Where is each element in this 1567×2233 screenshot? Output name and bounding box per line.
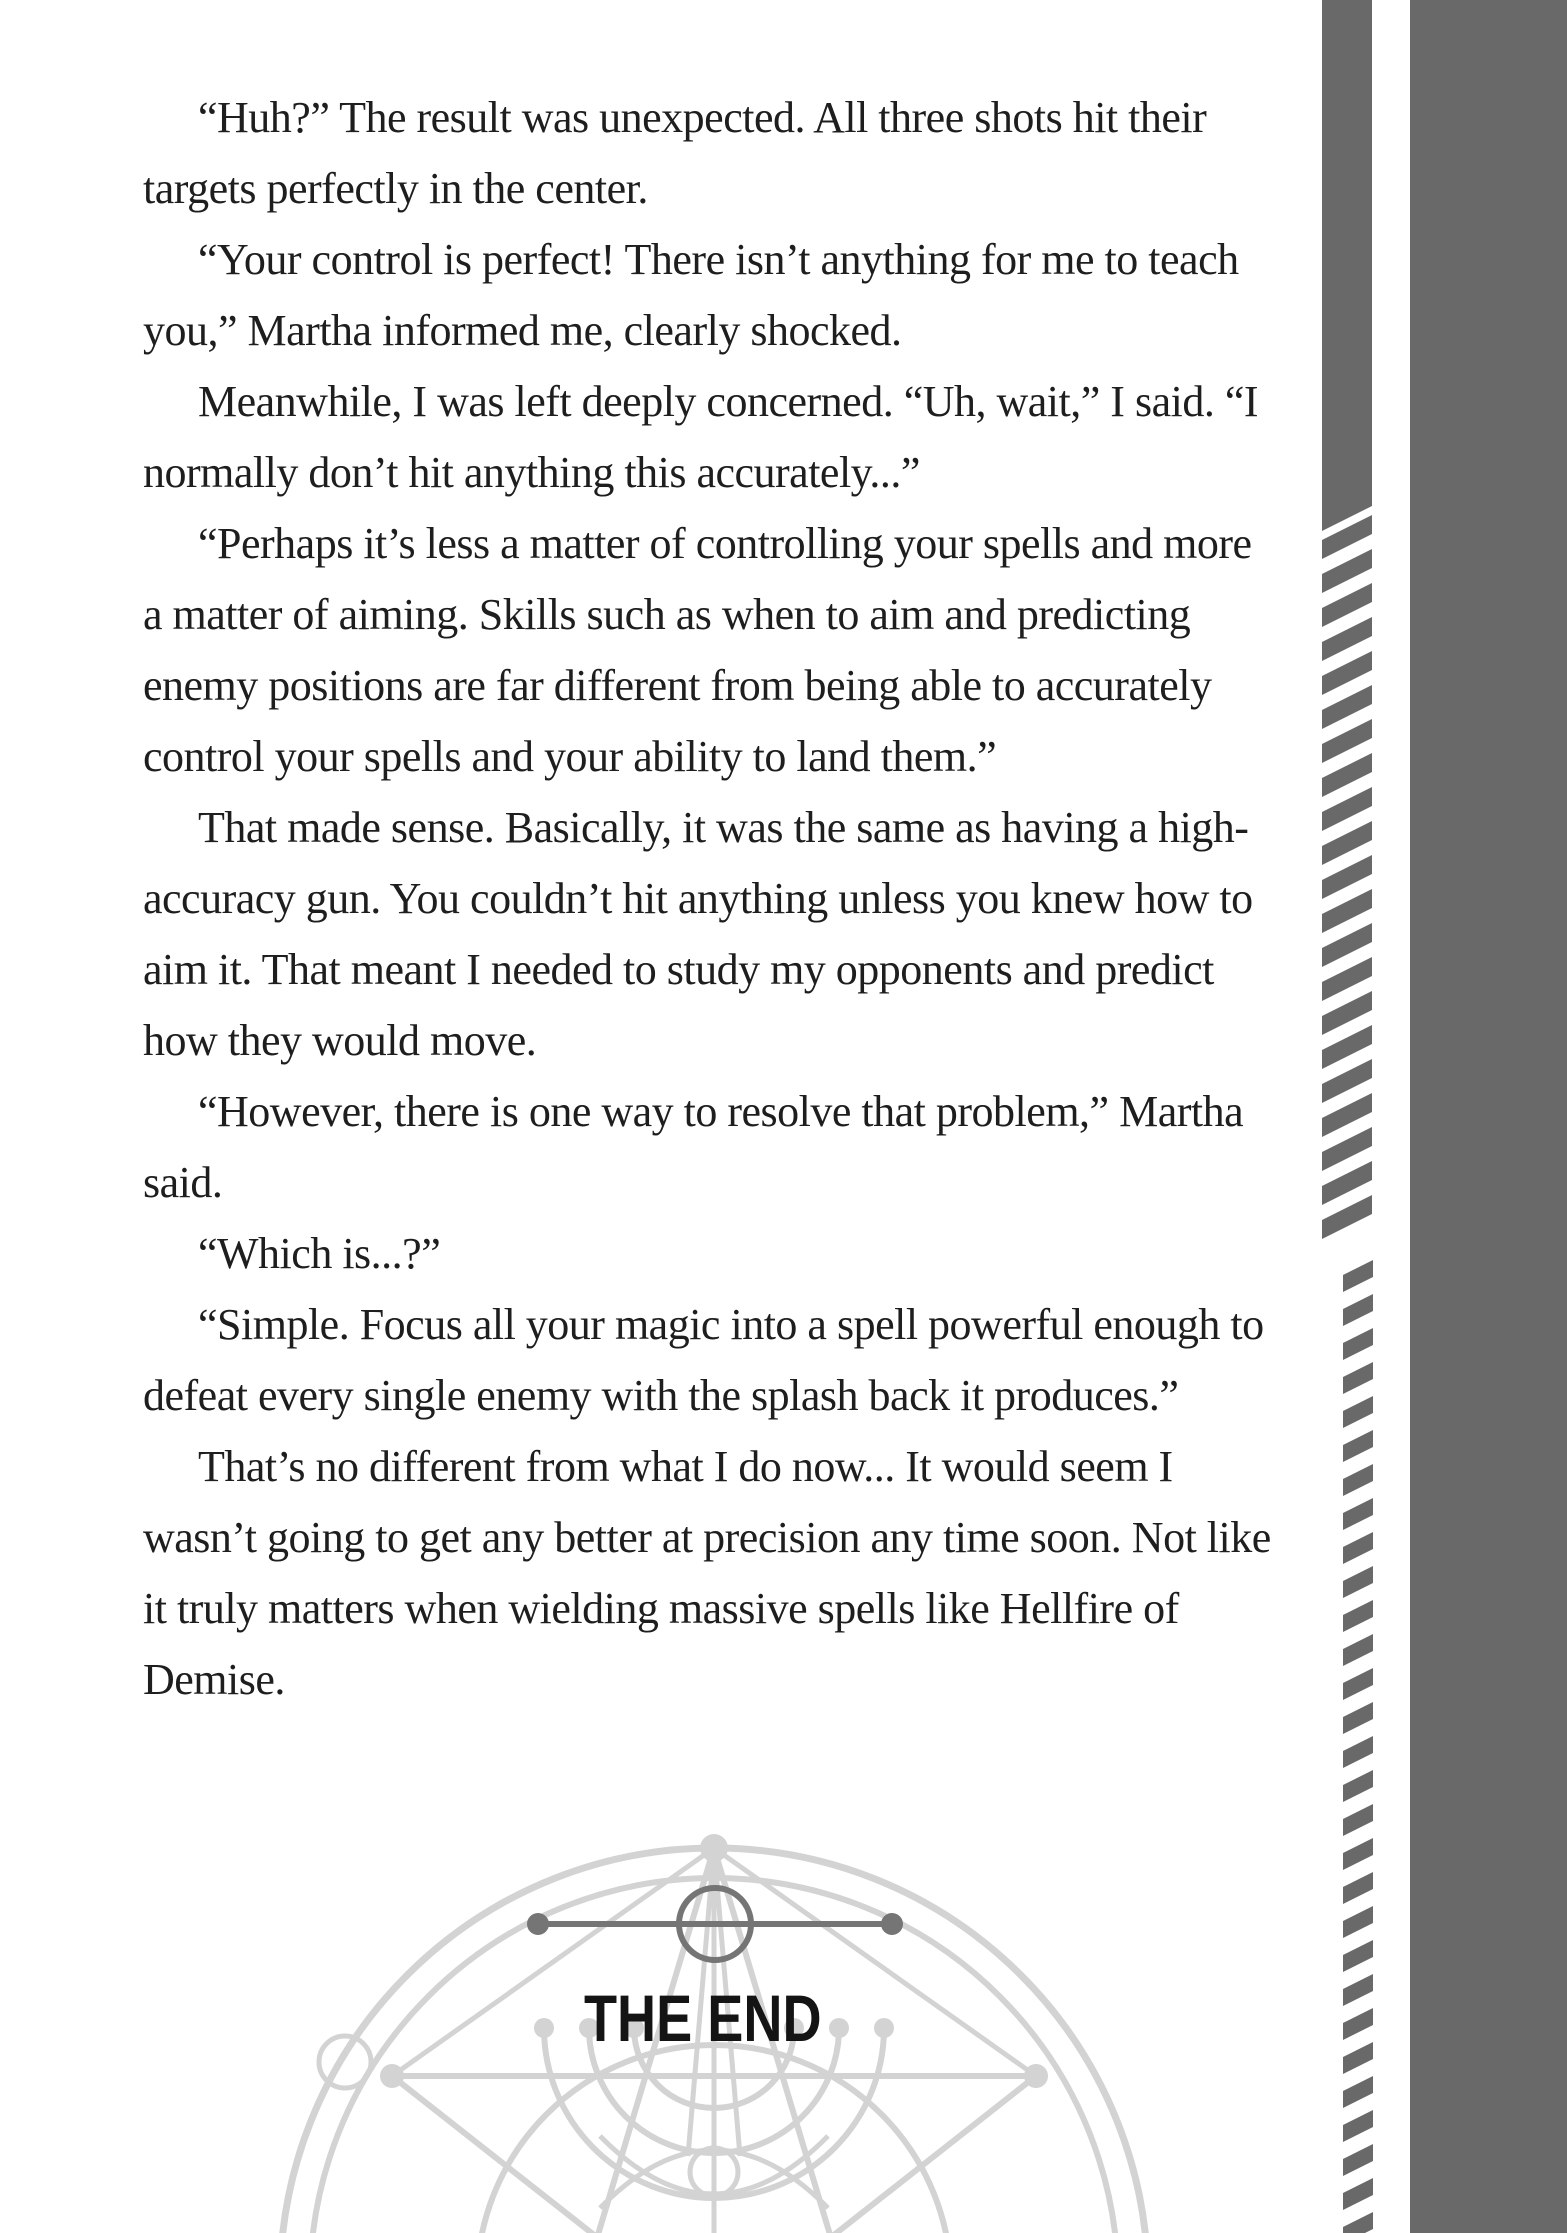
- hazard-stripe-band: [1322, 515, 1372, 1239]
- paragraph: “Perhaps it’s less a matter of controlling your spells and more a matter of aiming. Skills such as when to aim and predicting enemy positions are far different from being able to accurately control your spells and your ability to land them.”: [143, 519, 1252, 781]
- paragraph: That’s no different from what I do now... It would seem I wasn’t going to get any better at precision any time soon. Not like it truly matters when wielding massive spells like Hellfire of Demise.: [143, 1442, 1271, 1704]
- divider-left-dot: [527, 1913, 549, 1935]
- paragraph: “However, there is one way to resolve that problem,” Martha said.: [143, 1087, 1244, 1207]
- paragraph: “Your control is perfect! There isn’t anything for me to teach you,” Martha informed me, clearly shocked.: [143, 235, 1239, 355]
- paragraph: “Huh?” The result was unexpected. All three shots hit their targets perfectly in the center.: [143, 93, 1207, 213]
- paragraph: Meanwhile, I was left deeply concerned. “Uh, wait,” I said. “I normally don’t hit anything this accurately...”: [143, 377, 1258, 497]
- paragraph: “Simple. Focus all your magic into a spell powerful enough to defeat every single enemy with the splash back it produces.”: [143, 1300, 1264, 1420]
- divider-right-dot: [881, 1913, 903, 1935]
- the-end-label: THE END: [584, 1981, 822, 2055]
- page-edge-bar: [1410, 0, 1567, 2233]
- right-edge-bars: [1322, 0, 1567, 2233]
- dash-stripe-band: [1343, 1260, 1373, 2233]
- story-text: [143, 82, 1278, 1715]
- paragraph: “Which is...?”: [198, 1229, 441, 1278]
- paragraph: That made sense. Basically, it was the same as having a high-accuracy gun. You couldn’t hit anything unless you knew how to aim it. That meant I needed to study my opponents and predict how they would move.: [143, 803, 1253, 1065]
- solid-accent-bar: [1322, 0, 1372, 531]
